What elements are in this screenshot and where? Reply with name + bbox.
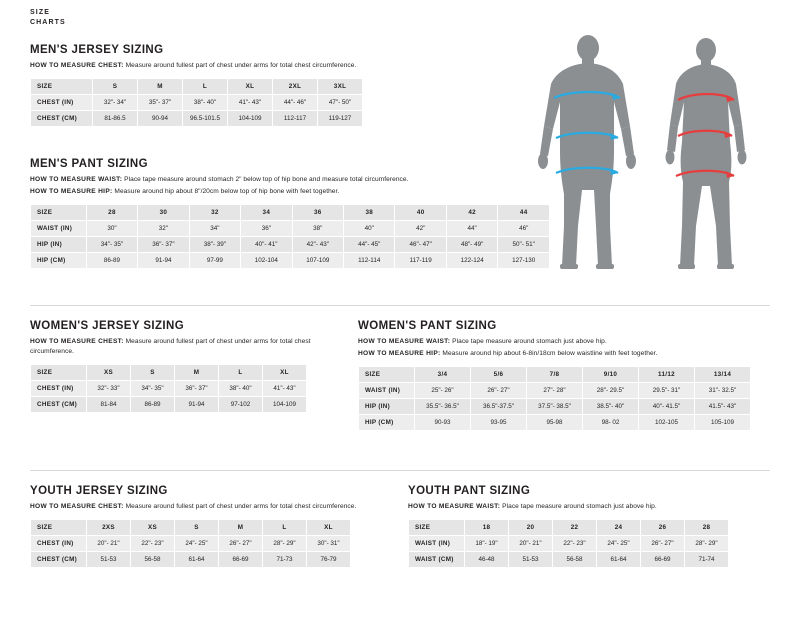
table-cell: 104-109 (263, 397, 307, 413)
table-cell: 34"- 35" (131, 381, 175, 397)
table-cell: 38.5"- 40" (583, 399, 639, 415)
table-cell: 28"- 29" (685, 536, 729, 552)
table-cell: 30"- 31" (307, 536, 351, 552)
youth-jersey-title: YOUTH JERSEY SIZING (30, 485, 168, 497)
table-cell: L (263, 520, 307, 536)
table-cell: 32"- 33" (87, 381, 131, 397)
table-cell: 37.5"- 38.5" (527, 399, 583, 415)
table-cell: 91-94 (175, 397, 219, 413)
table-cell: 25"- 26" (415, 383, 471, 399)
table-header-row (31, 520, 351, 536)
table-cell: 3XL (318, 79, 363, 95)
table-cell: 41.5"- 43" (695, 399, 751, 415)
instruction-label: HOW TO MEASURE CHEST: (30, 338, 124, 345)
table-cell: 30" (86, 221, 137, 237)
womens-pant-title: WOMEN'S PANT SIZING (358, 320, 497, 332)
table-cell: 35.5"- 36.5" (415, 399, 471, 415)
table-cell: 51-53 (509, 552, 553, 568)
table-cell: L (183, 79, 228, 95)
table-cell: 86-89 (86, 253, 137, 269)
table-cell: 112-117 (273, 111, 318, 127)
table-cell: S (93, 79, 138, 95)
instruction-label: HOW TO MEASURE HIP: (358, 350, 441, 357)
womens-jersey-title: WOMEN'S JERSEY SIZING (30, 320, 185, 332)
row-label: CHEST (IN) (31, 536, 87, 552)
table-cell: 36"- 37" (175, 381, 219, 397)
table-cell: 3/4 (415, 367, 471, 383)
table-cell: 26"- 27" (471, 383, 527, 399)
table-row (409, 552, 729, 568)
table-row (359, 383, 751, 399)
table-cell: 90-93 (415, 415, 471, 431)
table-cell: M (219, 520, 263, 536)
table-cell: 32 (189, 205, 240, 221)
table-cell: 56-58 (131, 552, 175, 568)
table-cell: 46"- 47" (395, 237, 446, 253)
table-cell: 2XL (273, 79, 318, 95)
male-body-diagram (538, 35, 636, 269)
table-cell: XS (87, 365, 131, 381)
section-mens-jersey (30, 44, 550, 127)
table-cell: 102-104 (241, 253, 292, 269)
row-label: HIP (IN) (359, 399, 415, 415)
table-cell: 44"- 45" (344, 237, 395, 253)
row-label: CHEST (CM) (31, 111, 93, 127)
table-cell: 22"- 23" (553, 536, 597, 552)
youth-jersey-table (30, 519, 351, 568)
table-cell: 40" (344, 221, 395, 237)
table-cell: 86-89 (131, 397, 175, 413)
row-label: SIZE (31, 79, 93, 95)
row-label: SIZE (409, 520, 465, 536)
instruction-label: HOW TO MEASURE WAIST: (30, 176, 123, 183)
table-cell: 47"- 50" (318, 95, 363, 111)
page-title (30, 8, 66, 28)
youth-pant-table (408, 519, 729, 568)
table-cell: 9/10 (583, 367, 639, 383)
table-row (31, 552, 351, 568)
table-cell: 24"- 25" (597, 536, 641, 552)
instruction-label: HOW TO MEASURE WAIST: (408, 503, 501, 510)
womens-jersey-instruction-1: HOW TO MEASURE CHEST: Measure around fullest part of chest under arms for total chest circumference. (30, 338, 311, 355)
table-cell: 40"- 41" (241, 237, 292, 253)
table-cell: 26"- 27" (219, 536, 263, 552)
section-womens-jersey (30, 320, 350, 413)
table-cell: 81-84 (87, 397, 131, 413)
table-row (31, 397, 307, 413)
row-label: WAIST (IN) (31, 221, 87, 237)
table-cell: 41"- 43" (228, 95, 273, 111)
mens-pant-instruction-1: HOW TO MEASURE WAIST: Place tape measure around stomach 2" below top of hip bone and measure total circumference. (30, 176, 409, 183)
table-cell: 32" (138, 221, 189, 237)
table-cell: 22 (553, 520, 597, 536)
table-header-row (31, 205, 550, 221)
table-cell: 24"- 25" (175, 536, 219, 552)
table-cell: 28 (86, 205, 137, 221)
table-cell: 91-94 (138, 253, 189, 269)
table-row (31, 111, 408, 127)
table-cell: 38"- 40" (183, 95, 228, 111)
table-cell: 38"- 40" (219, 381, 263, 397)
table-cell: S (175, 520, 219, 536)
table-row (31, 536, 351, 552)
table-cell: 26"- 27" (641, 536, 685, 552)
table-cell: 20 (509, 520, 553, 536)
row-label: HIP (CM) (359, 415, 415, 431)
table-cell: 28"- 29.5" (583, 383, 639, 399)
table-cell: 61-64 (175, 552, 219, 568)
table-cell: 44" (446, 221, 497, 237)
mens-jersey-title: MEN'S JERSEY SIZING (30, 44, 164, 56)
table-cell: 117-119 (395, 253, 446, 269)
row-label: WAIST (IN) (409, 536, 465, 552)
row-label: CHEST (CM) (31, 552, 87, 568)
table-cell: 56-58 (553, 552, 597, 568)
table-cell: XL (307, 520, 351, 536)
table-cell: 36" (241, 221, 292, 237)
section-mens-pant (30, 158, 550, 269)
table-cell: 46-48 (465, 552, 509, 568)
mens-jersey-instruction-1: HOW TO MEASURE CHEST: Measure around fullest part of chest under arms for total chest circumference. (30, 62, 357, 69)
row-label: SIZE (31, 520, 87, 536)
table-cell: 76-79 (307, 552, 351, 568)
body-diagrams (520, 30, 780, 280)
table-cell: 28 (685, 520, 729, 536)
table-cell: 11/12 (639, 367, 695, 383)
table-cell: 36.5"-37.5" (471, 399, 527, 415)
table-cell: 97-99 (189, 253, 240, 269)
table-cell: 61-64 (597, 552, 641, 568)
instruction-label: HOW TO MEASURE CHEST: (30, 503, 124, 510)
table-cell: 44 (498, 205, 550, 221)
table-cell: 36"- 37" (138, 237, 189, 253)
table-cell: 95-98 (527, 415, 583, 431)
table-cell: 42 (446, 205, 497, 221)
table-row (31, 237, 550, 253)
female-body-diagram (666, 38, 747, 269)
womens-pant-table (358, 366, 751, 431)
table-cell: 40"- 41.5" (639, 399, 695, 415)
instruction-label: HOW TO MEASURE HIP: (30, 188, 113, 195)
table-header-row (409, 520, 729, 536)
instruction-label: HOW TO MEASURE WAIST: (358, 338, 451, 345)
table-header-row (31, 79, 408, 95)
section-youth-jersey (30, 485, 390, 568)
youth-jersey-instruction-1: HOW TO MEASURE CHEST: Measure around fullest part of chest under arms for total chest circumference. (30, 503, 357, 510)
instruction-label: HOW TO MEASURE CHEST: (30, 62, 124, 69)
table-cell: 93-95 (471, 415, 527, 431)
section-divider-1 (30, 305, 770, 306)
table-cell: 42" (395, 221, 446, 237)
section-divider-2 (30, 470, 770, 471)
table-cell: 96.5-101.5 (183, 111, 228, 127)
table-row (359, 399, 751, 415)
table-cell: XS (131, 520, 175, 536)
table-cell: 20"- 21" (509, 536, 553, 552)
table-cell: 38" (292, 221, 343, 237)
youth-pant-instruction-1: HOW TO MEASURE WAIST: Place tape measure around stomach just above hip. (408, 503, 657, 510)
table-cell: 31"- 32.5" (695, 383, 751, 399)
table-cell: L (219, 365, 263, 381)
row-label: CHEST (IN) (31, 381, 87, 397)
table-cell: 71-73 (263, 552, 307, 568)
table-cell: 102-105 (639, 415, 695, 431)
table-cell: 28"- 29" (263, 536, 307, 552)
table-cell: 97-102 (219, 397, 263, 413)
row-label: WAIST (IN) (359, 383, 415, 399)
table-cell: 34" (189, 221, 240, 237)
table-cell: 71-74 (685, 552, 729, 568)
table-cell: 32"- 34" (93, 95, 138, 111)
table-cell: 22"- 23" (131, 536, 175, 552)
table-cell: 46" (498, 221, 550, 237)
row-label: HIP (CM) (31, 253, 87, 269)
table-cell: 30 (138, 205, 189, 221)
table-cell: 38"- 39" (189, 237, 240, 253)
table-row (359, 415, 751, 431)
womens-pant-instruction-2: HOW TO MEASURE HIP: Measure around hip about 6-8in/18cm below waistline with feet together. (358, 350, 658, 357)
youth-pant-title: YOUTH PANT SIZING (408, 485, 531, 497)
table-cell: 50"- 51" (498, 237, 550, 253)
table-cell: 104-109 (228, 111, 273, 127)
table-cell: 66-69 (219, 552, 263, 568)
table-row (31, 381, 307, 397)
table-cell: 41"- 43" (263, 381, 307, 397)
row-label: SIZE (359, 367, 415, 383)
table-header-row (359, 367, 751, 383)
table-cell: 44"- 46" (273, 95, 318, 111)
table-cell: 42"- 43" (292, 237, 343, 253)
table-cell: 40 (395, 205, 446, 221)
table-header-row (31, 365, 307, 381)
table-cell: M (138, 79, 183, 95)
table-cell: 29.5"- 31" (639, 383, 695, 399)
row-label: SIZE (31, 205, 87, 221)
table-cell: 20"- 21" (87, 536, 131, 552)
table-cell: 5/6 (471, 367, 527, 383)
row-label: HIP (IN) (31, 237, 87, 253)
mens-jersey-table (30, 78, 408, 127)
section-womens-pant (358, 320, 770, 431)
table-row (31, 221, 550, 237)
table-cell: 35"- 37" (138, 95, 183, 111)
table-cell: 66-69 (641, 552, 685, 568)
table-cell: 7/8 (527, 367, 583, 383)
table-cell: 119-127 (318, 111, 363, 127)
table-cell: 122-124 (446, 253, 497, 269)
table-cell: 13/14 (695, 367, 751, 383)
table-cell: 105-109 (695, 415, 751, 431)
table-cell: 107-109 (292, 253, 343, 269)
section-youth-pant (408, 485, 768, 568)
mens-pant-table (30, 204, 550, 269)
womens-jersey-table (30, 364, 307, 413)
table-cell: 48"- 49" (446, 237, 497, 253)
table-cell: 112-114 (344, 253, 395, 269)
row-label: CHEST (CM) (31, 397, 87, 413)
table-cell: 18"- 19" (465, 536, 509, 552)
table-cell: 38 (344, 205, 395, 221)
measurement-figures-svg (520, 30, 780, 280)
table-row (31, 95, 408, 111)
row-label: WAIST (CM) (409, 552, 465, 568)
table-cell: XL (228, 79, 273, 95)
table-cell: 90-94 (138, 111, 183, 127)
womens-pant-instruction-1: HOW TO MEASURE WAIST: Place tape measure around stomach just above hip. (358, 338, 607, 345)
row-label: CHEST (IN) (31, 95, 93, 111)
table-cell: 34"- 35" (86, 237, 137, 253)
page-title-line2: CHARTS (30, 19, 66, 26)
table-cell: 27"- 28" (527, 383, 583, 399)
table-cell: 2XS (87, 520, 131, 536)
table-cell: 98- 02 (583, 415, 639, 431)
table-cell: 127-130 (498, 253, 550, 269)
table-cell: 81-86.5 (93, 111, 138, 127)
table-cell: 18 (465, 520, 509, 536)
table-cell: 24 (597, 520, 641, 536)
table-cell: S (131, 365, 175, 381)
mens-pant-instruction-2: HOW TO MEASURE HIP: Measure around hip about 8"/20cm below top of hip bone with feet together. (30, 188, 340, 195)
table-cell: 34 (241, 205, 292, 221)
page-title-line1: SIZE (30, 9, 50, 16)
table-cell: XL (263, 365, 307, 381)
table-cell: 51-53 (87, 552, 131, 568)
table-row (409, 536, 729, 552)
mens-pant-title: MEN'S PANT SIZING (30, 158, 148, 170)
table-cell: M (175, 365, 219, 381)
table-row (31, 253, 550, 269)
row-label: SIZE (31, 365, 87, 381)
table-cell: 36 (292, 205, 343, 221)
table-cell: 26 (641, 520, 685, 536)
